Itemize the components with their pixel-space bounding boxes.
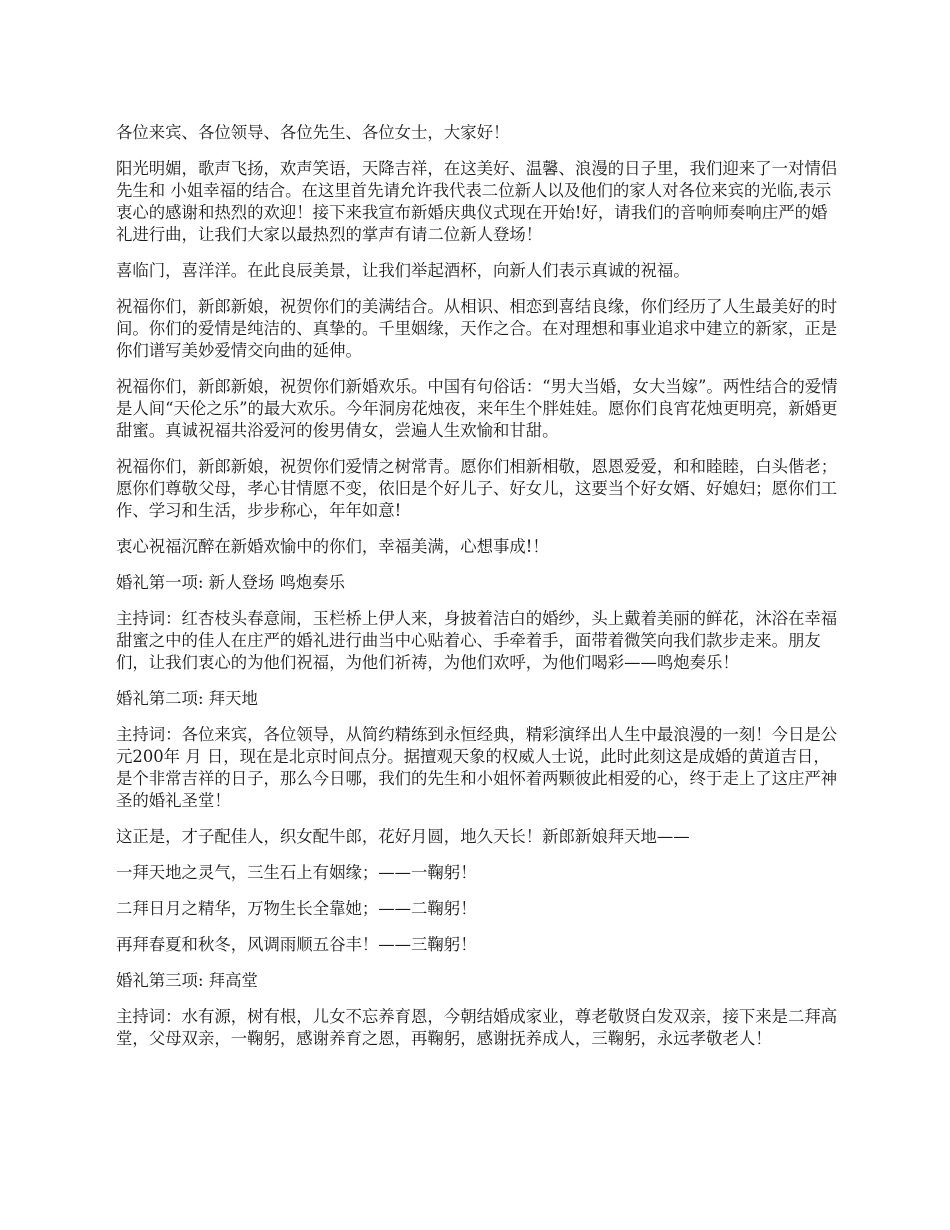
first-bow-line: 一拜天地之灵气，三生石上有姻缘；——一鞠躬！ bbox=[116, 863, 477, 882]
section-heading-3: 婚礼第三项: 拜高堂 bbox=[116, 971, 258, 990]
section-heading-2: 婚礼第二项: 拜天地 bbox=[116, 689, 258, 708]
host-speech-1: 主持词：红杏枝头春意闹，玉栏桥上伊人来，身披着洁白的婚纱，头上戴着美丽的鲜花，沐浴在幸福甜蜜之中的佳人在庄严的婚礼进行曲当中心贴着心、手牵着手，面带着微笑向我们款步走来。朋友们，让我们衷心的为他们祝福，为他们祈祷，为他们欢呼，为他们喝彩——鸣炮奏乐！ bbox=[116, 609, 838, 672]
host-speech-2: 主持词：各位来宾，各位领导，从简约精练到永恒经典，精彩演绎出人生中最浪漫的一刻！今日是公元200年 月 日，现在是北京时间点分。据擅观天象的权威人士说，此时此刻这是成婚的黄道吉日，是个非常吉祥的日子，那么今日哪，我们的先生和小姐怀着两颗彼此相爱的心，终于走上了这庄严神圣的婚礼圣堂！ bbox=[116, 725, 838, 810]
toast-paragraph: 喜临门，喜洋洋。在此良辰美景，让我们举起酒杯，向新人们表示真诚的祝福。 bbox=[116, 261, 690, 280]
section-heading-1: 婚礼第一项: 新人登场 鸣炮奏乐 bbox=[116, 573, 346, 592]
greeting-paragraph: 各位来宾、各位领导、各位先生、各位女士，大家好！ bbox=[116, 123, 510, 142]
blessing-paragraph-3: 祝福你们，新郎新娘，祝贺你们爱情之树常青。愿你们相新相敬，恩恩爱爱，和和睦睦，白头偕老；愿你们尊敬父母，孝心甘情愿不变，依旧是个好儿子、好女儿，这要当个好女婿、好媳妇；愿你们工作、学习和生活，步步称心，年年如意! bbox=[116, 457, 838, 520]
third-bow-line: 再拜春夏和秋冬，风调雨顺五谷丰！——三鞠躬！ bbox=[116, 935, 477, 954]
blessing-paragraph-1: 祝福你们，新郎新娘，祝贺你们的美满结合。从相识、相恋到喜结良缘，你们经历了人生最美好的时间。你们的爱情是纯洁的、真挚的。千里姻缘，天作之合。在对理想和事业追求中建立的新家，正是你们谱写美妙爱情交向曲的延伸。 bbox=[116, 297, 838, 360]
closing-blessing-paragraph: 衷心祝福沉醉在新婚欢愉中的你们，幸福美满，心想事成!！ bbox=[116, 537, 549, 556]
host-speech-3: 主持词：水有源，树有根，儿女不忘养育恩，今朝结婚成家业，尊老敬贤白发双亲，接下来是二拜高堂，父母双亲，一鞠躬，感谢养育之恩，再鞠躬，感谢抚养成人，三鞠躬，永远孝敬老人！ bbox=[116, 1007, 838, 1048]
bow-intro-paragraph: 这正是，才子配佳人，织女配牛郎，花好月圆，地久天长！新郎新娘拜天地—— bbox=[116, 827, 690, 846]
second-bow-line: 二拜日月之精华，万物生长全靠她；——二鞠躬！ bbox=[116, 899, 477, 918]
blessing-paragraph-2: 祝福你们，新郎新娘，祝贺你们新婚欢乐。中国有句俗话：“男大当婚，女大当嫁”。两性结合的爱情是人间“天伦之乐”的最大欢乐。今年洞房花烛夜，来年生个胖娃娃。愿你们良宵花烛更明亮，新婚更甜蜜。真诚祝福共浴爱河的俊男倩女，尝遍人生欢愉和甘甜。 bbox=[116, 377, 838, 440]
opening-paragraph: 阳光明媚，歌声飞扬，欢声笑语，天降吉祥，在这美好、温馨、浪漫的日子里，我们迎来了一对情侣 先生和 小姐幸福的结合。在这里首先请允许我代表二位新人以及他们的家人对各位来宾的光临,表示衷心的感谢和热烈的欢迎！接下来我宣布新婚庆典仪式现在开始!好，请我们的音响师奏响庄严的婚礼进行曲，让我们大家以最热烈的掌声有请二位新人登场！ bbox=[116, 159, 838, 244]
